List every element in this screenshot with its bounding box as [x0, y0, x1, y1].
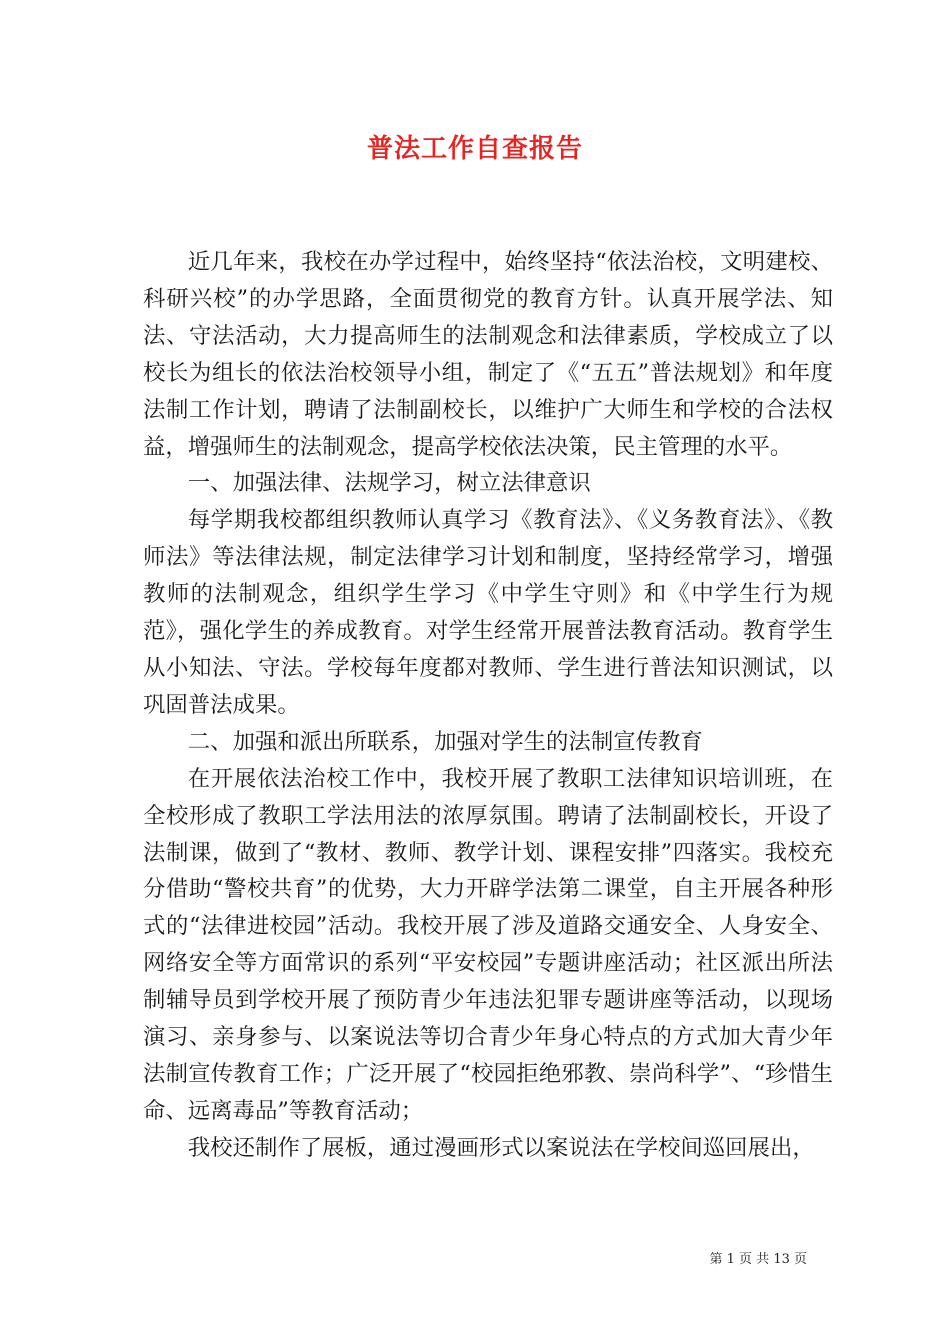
document-title: 普法工作自查报告 [366, 134, 583, 164]
document-body [143, 244, 833, 1167]
section-heading-1: 一、加强法律、法规学习，树立法律意识 [187, 470, 591, 497]
paragraph-intro: 近几年来，我校在办学过程中，始终坚持“依法治校，文明建校、科研兴校”的办学思路，全面贯彻党的教育方针。认真开展学法、知法、守法活动，大力提高师生的法制观念和法律素质，学校成立了以校长为组长的依法治校领导小组，制定了《“五五”普法规划》和年度法制工作计划，聘请了法制副校长，以维护广大师生和学校的合法权益，增强师生的法制观念，提高学校依法决策，民主管理的水平。 [143, 249, 833, 460]
section-heading-2: 二、加强和派出所联系，加强对学生的法制宣传教育 [187, 728, 703, 755]
paragraph-section-2: 在开展依法治校工作中，我校开展了教职工法律知识培训班，在全校形成了教职工学法用法的浓厚氛围。聘请了法制副校长，开设了法制课，做到了“教材、教师、教学计划、课程安排”四落实。我校充分借助“警校共育”的优势，大力开辟学法第二课堂，自主开展各种形式的“法律进校园”活动。我校开展了涉及道路交通安全、人身安全、网络安全等方面常识的系列“平安校园”专题讲座活动；社区派出所法制辅导员到学校开展了预防青少年违法犯罪专题讲座等活动，以现场演习、亲身参与、以案说法等切合青少年身心特点的方式加大青少年法制宣传教育工作；广泛开展了“校园拒绝邪教、崇尚科学”、“珍惜生命、远离毒品”等教育活动； [143, 765, 833, 1124]
paragraph-continued: 我校还制作了展板，通过漫画形式以案说法在学校间巡回展出， [187, 1134, 815, 1161]
paragraph-section-1: 每学期我校都组织教师认真学习《教育法》、《义务教育法》、《教师法》等法律法规，制定法律学习计划和制度，坚持经常学习，增强教师的法制观念，组织学生学习《中学生守则》和《中学生行为规范》，强化学生的养成教育。对学生经常开展普法教育活动。教育学生从小知法、守法。学校每年度都对教师、学生进行普法知识测试，以巩固普法成果。 [143, 507, 833, 718]
page-number-footer: 第 1 页 共 13 页 [709, 1252, 807, 1267]
